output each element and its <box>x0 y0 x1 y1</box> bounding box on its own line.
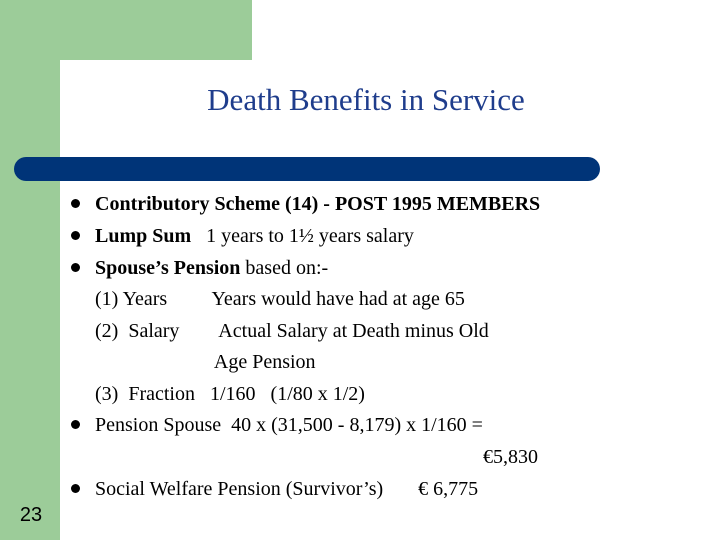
slide-title: Death Benefits in Service <box>207 82 525 117</box>
pension-spouse-result: €5,830 <box>483 446 538 468</box>
lump-sum-label: Lump Sum <box>95 225 192 247</box>
bullet-icon <box>71 484 80 493</box>
bullet-social-welfare-pension: Social Welfare Pension (Survivor’s) € 6,775 <box>95 478 479 500</box>
decorative-green-block-top <box>0 0 252 60</box>
bullet-contributory-scheme <box>95 193 540 215</box>
bullet-pension-spouse: Pension Spouse 40 x (31,500 - 8,179) x 1/160 = <box>95 414 483 436</box>
years-line: (1) Years Years would have had at age 65 <box>95 288 465 310</box>
bullet-icon <box>71 199 80 208</box>
bullet-icon <box>71 263 80 272</box>
fraction-line: (3) Fraction 1/160 (1/80 x 1/2) <box>95 383 365 405</box>
title-divider-bar <box>14 157 600 181</box>
salary-line-continued: Age Pension <box>95 351 316 373</box>
lump-sum-value: 1 years to 1½ years salary <box>191 225 414 247</box>
bullet-spouses-pension <box>95 257 328 279</box>
contributory-scheme-text: Contributory Scheme (14) - POST 1995 MEMBERS <box>95 193 541 215</box>
spouses-pension-basis: based on:- <box>240 257 329 279</box>
bullet-icon <box>71 420 80 429</box>
bullet-lump-sum <box>95 225 414 247</box>
slide-number: 23 <box>19 504 43 526</box>
spouses-pension-label: Spouse’s Pension <box>95 257 241 279</box>
bullet-icon <box>71 231 80 240</box>
salary-line: (2) Salary Actual Salary at Death minus Old <box>95 320 489 342</box>
decorative-green-block-left <box>0 60 60 540</box>
